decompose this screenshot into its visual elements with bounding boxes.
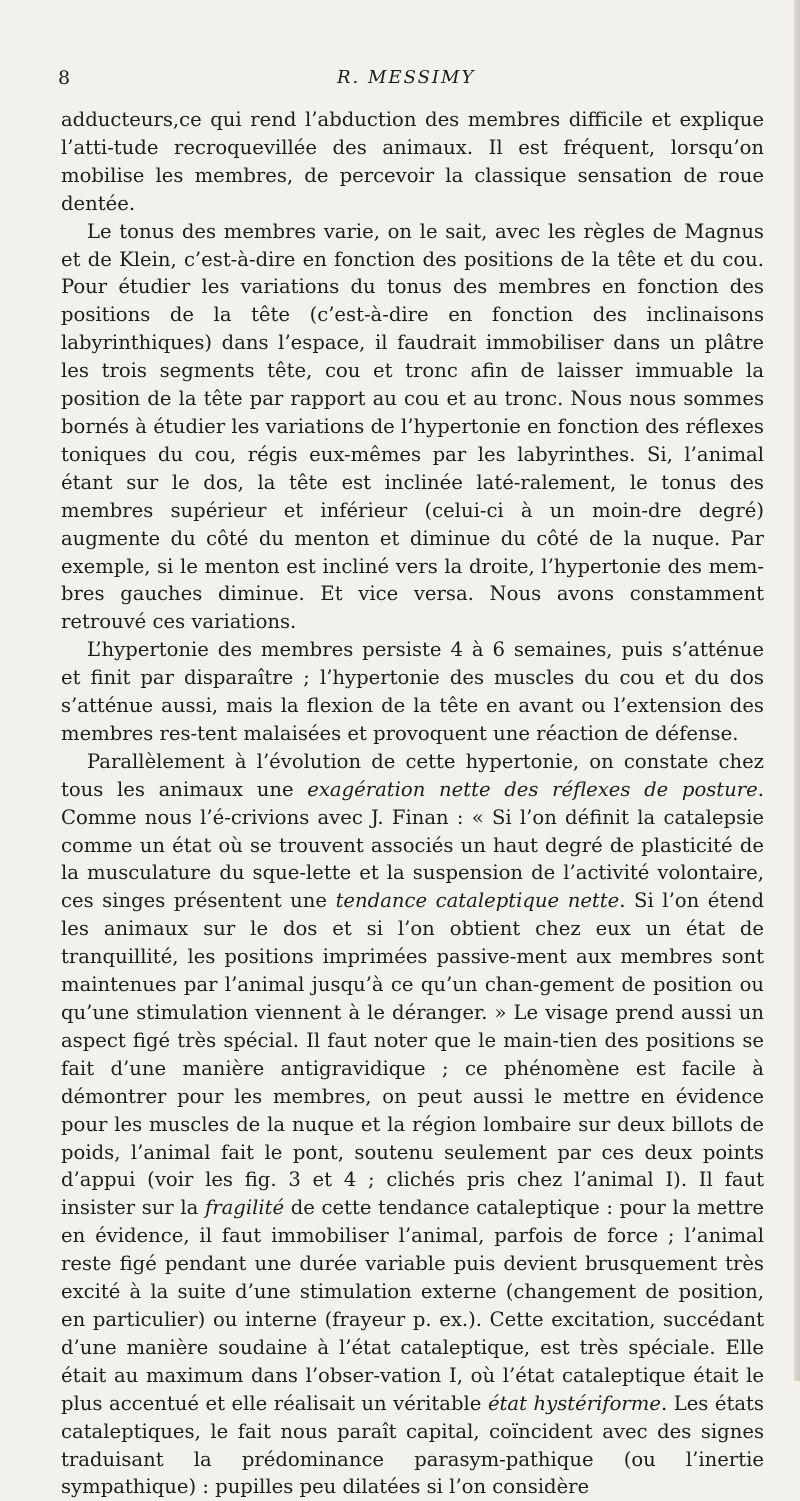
page-header [0, 67, 800, 93]
text-run: L’hypertonie des membres persiste 4 à 6 semaines, puis s’atténue et finit par disparaître ; l’hypertonie des muscles du cou et du dos s’atténue aussi, mais la flexion de la tête en avant ou l’extension des membres res-tent malaisées et provoquent une réaction de défense. [61, 638, 764, 745]
page-edge [794, 0, 800, 1381]
text-run: Le tonus des membres varie, on le sait, avec les règles de Magnus et de Klein, c’est-à-dire en fonction des positions de la tête et du cou. Pour étudier les variations du tonus des membres en fonction des positions de la tête (c’est-à-dire en fonction des inclinaisons labyrinthiques) dans l’espace, il faudrait immobiliser dans un plâtre les trois segments tête, cou et tronc afin de laisser immuable la position de la tête par rapport au cou et au tronc. Nous nous sommes bornés à étudier les variations de l’hypertonie en fonction des réflexes toniques du cou, régis eux-mêmes par les labyrinthes. Si, l’animal étant sur le dos, la tête est inclinée laté-ralement, le tonus des membres supérieur et inférieur (celui-ci à un moin-dre degré) augmente du côté du menton et diminue du côté de la nuque. Par exemple, si le menton est incliné vers la droite, l’hypertonie des mem-bres gauches diminue. Et vice versa. Nous avons constamment retrouvé ces variations. [61, 219, 764, 634]
italic-phrase: état hystériforme [487, 1391, 661, 1415]
paragraph [61, 218, 764, 637]
paragraph [61, 106, 764, 218]
italic-phrase: tendance cataleptique nette [335, 889, 620, 913]
text-run: . Les états cataleptiques, le fait nous paraît capital, coïncident avec des signes traduisant la prédominance parasym-pathique (ou l’inertie sympathique) : pupilles peu dilatées si l’on considère [61, 1391, 764, 1499]
page-number: 8 [58, 67, 71, 89]
text-run: . Si l’on étend les animaux sur le dos et si l’on obtient chez eux un état de tranquillité, les positions imprimées passive-ment aux membres sont maintenues par l’animal jusqu’à ce qu’un chan-gement de position ou qu’une stimulation viennent à le déranger. » Le visage prend aussi un aspect figé très spécial. Il faut noter que le main-tien des positions se fait d’une manière antigravidique ; ce phénomène est facile à démontrer pour les membres, on peut aussi le mettre en évidence pour les muscles de la nuque et la région lombaire sur deux billots de poids, l’animal fait le pont, soutenu seulement par ces deux points d’appui (voir les fig. 3 et 4 ; clichés pris chez l’animal I). Il faut insister sur la [61, 889, 764, 1220]
text-run: adducteurs,ce qui rend l’abduction des membres difficile et explique l’atti-tude recroquevillée des animaux. Il est fréquent, lorsqu’on mobilise les membres, de percevoir la classique sensation de roue dentée. [61, 108, 764, 215]
paragraph [61, 748, 764, 1501]
italic-phrase: exagération nette des réflexes de posture [307, 777, 758, 801]
text-run: Parallèlement à l’évolution de cette hypertonie, on constate chez tous les animaux une [61, 749, 764, 801]
body-text [61, 106, 764, 1501]
text-run: . Comme nous l’é-crivions avec J. Finan : « Si l’on définit la catalepsie comme un état où se trouvent associés un haut degré de plasticité de la musculature du sque-lette et la suspension de l’activité volontaire, ces singes présentent une [61, 777, 764, 913]
italic-phrase: fragilité [204, 1196, 285, 1220]
paragraph [61, 636, 764, 748]
text-run: de cette tendance cataleptique : pour la mettre en évidence, il faut immobiliser l’animal, parfois de force ; l’animal reste figé pendant une durée variable puis devient brusquement très excité à la suite d’une stimulation externe (changement de position, en particulier) ou interne (frayeur p. ex.). Cette excitation, succédant d’une manière soudaine à l’état cataleptique, est très spéciale. Elle était au maximum dans l’obser-vation I, où l’état cataleptique était le plus accentué et elle réalisait un véritable [61, 1196, 764, 1415]
running-head: R. MESSIMY [337, 67, 476, 88]
